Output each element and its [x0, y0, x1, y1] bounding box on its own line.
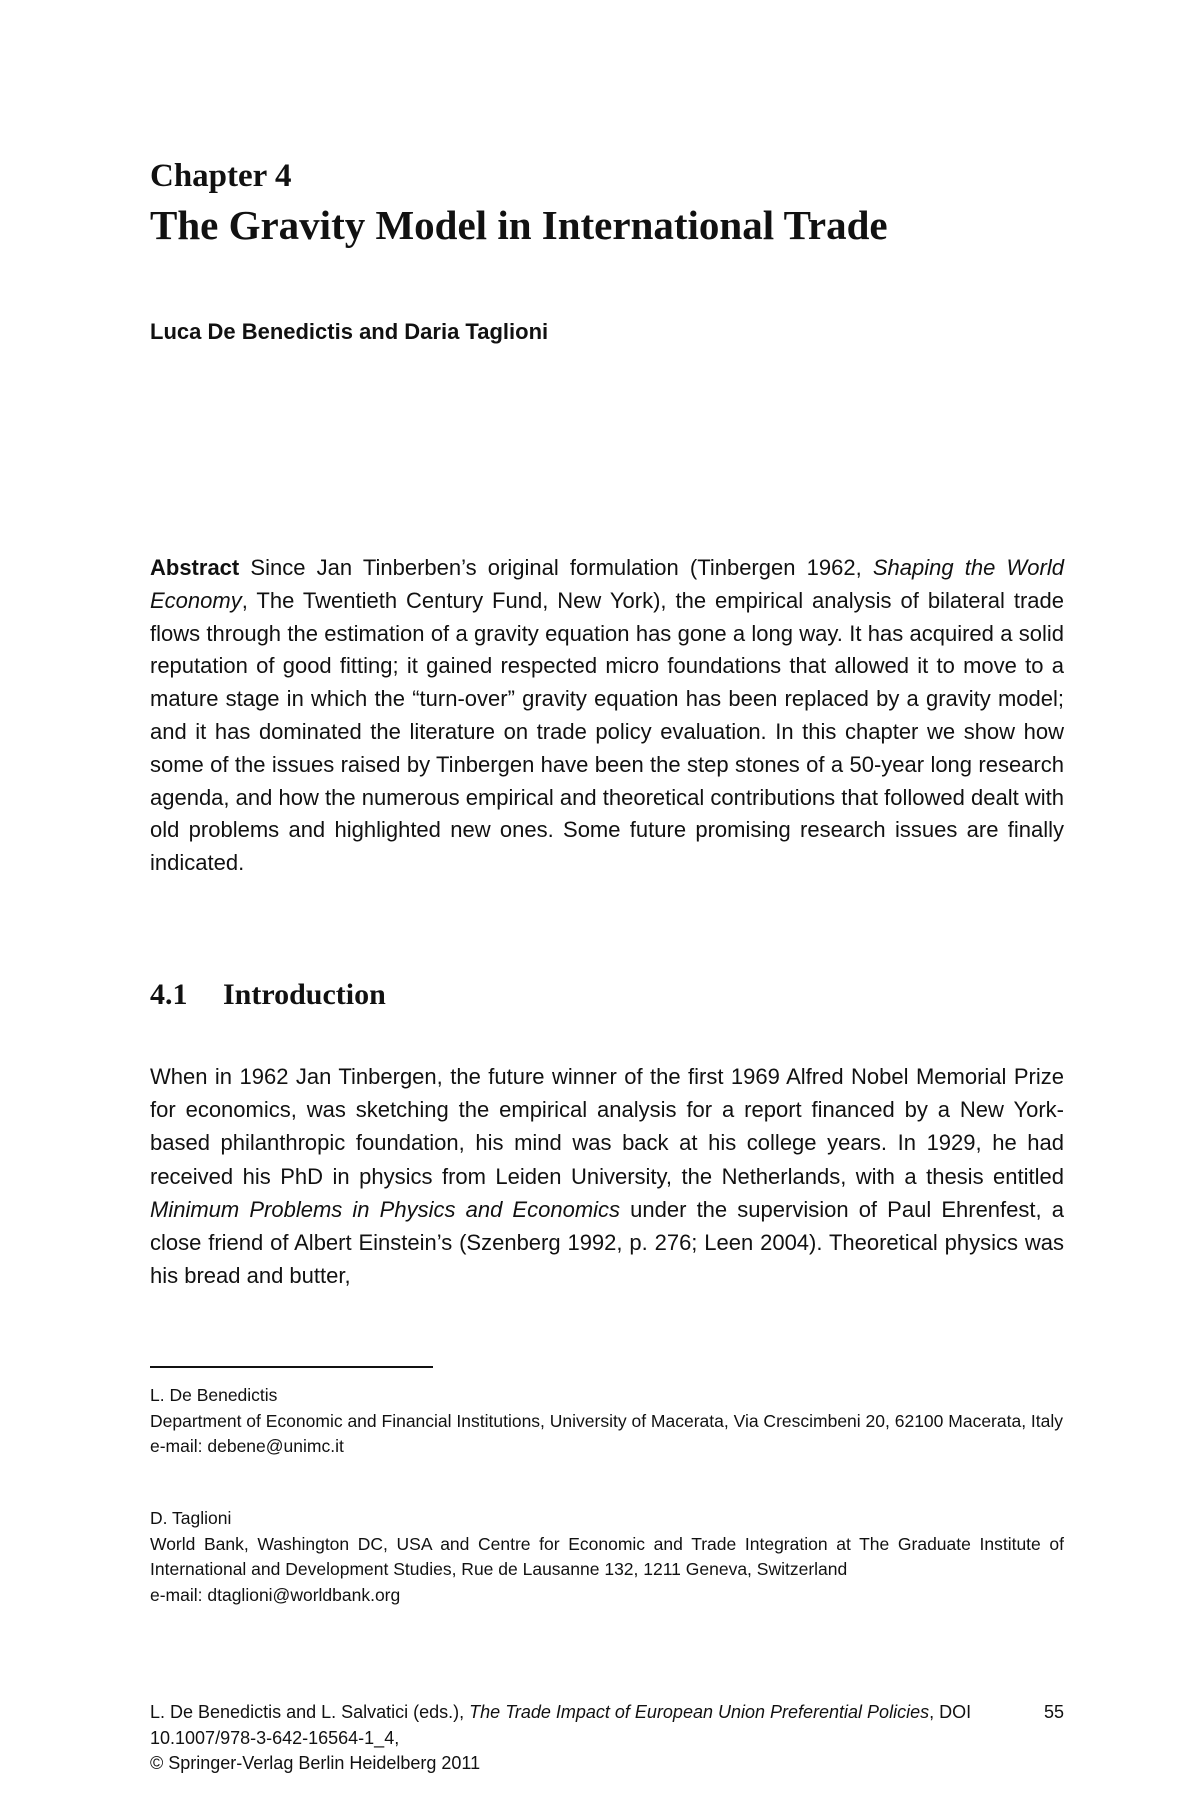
abstract	[150, 552, 1064, 880]
affiliation-address: World Bank, Washington DC, USA and Centre for Economic and Trade Integration at The Graduate Institute of International and Development Studies, Rue de Lausanne 132, 1211 Geneva, Switzerland	[150, 1533, 1064, 1579]
footnote-rule	[150, 1366, 433, 1368]
affiliation-email: e-mail: dtaglioni@worldbank.org	[150, 1584, 401, 1605]
abstract-text-1: Since Jan Tinberben’s original formulation (Tinbergen 1962,	[239, 555, 873, 580]
intro-paragraph	[150, 1060, 1064, 1292]
page-number: 55	[1043, 1702, 1064, 1722]
chapter-label: Chapter 4	[150, 158, 292, 194]
intro-text-2: under the supervision of Paul Ehrenfest, a close friend of Albert Einstein’s (Szenberg 1992, p. 276; Leen 2004). Theoretical physics was his bread and butter,	[150, 1196, 1064, 1289]
footer-editors: L. De Benedictis and L. Salvatici (eds.),	[150, 1702, 470, 1722]
abstract-book-title: Shaping the World Economy	[150, 555, 1064, 613]
affiliation-name: L. De Benedictis	[150, 1385, 278, 1405]
abstract-text-2: , The Twentieth Century Fund, New York), the empirical analysis of bilateral trade flows through the estimation of a gravity equation has gone a long way. It has acquired a solid reputation of good fitting; it gained respected micro foundations that allowed it to move to a mature stage in which the “turn-over” gravity equation has been replaced by a gravity model; and it has dominated the literature on trade policy evaluation. In this chapter we show how some of the issues raised by Tinbergen have been the step stones of a 50-year long research agenda, and how the numerous empirical and theoretical contributions that followed dealt with old problems and highlighted new ones. Some future promising research issues are finally indicated.	[150, 587, 1064, 876]
page-footer	[150, 1700, 1064, 1777]
authors: Luca De Benedictis and Daria Taglioni	[150, 319, 549, 344]
chapter-title: The Gravity Model in International Trade	[150, 202, 888, 248]
affiliation-email: e-mail: debene@unimc.it	[150, 1436, 344, 1456]
section-title: Introduction	[223, 978, 386, 1011]
footer-copyright: © Springer-Verlag Berlin Heidelberg 2011	[150, 1753, 481, 1773]
footer-doi: , DOI 10.1007/978-3-642-16564-1_4,	[150, 1702, 972, 1748]
section-number: 4.1	[150, 978, 188, 1011]
affiliation-2	[150, 1506, 1064, 1608]
section-heading	[150, 978, 386, 1012]
intro-text-1: When in 1962 Jan Tinbergen, the future winner of the first 1969 Alfred Nobel Memorial Prize for economics, was sketching the empirical analysis for a report financed by a New York-based philanthropic foundation, his mind was back at his college years. In 1929, he had received his PhD in physics from Leiden University, the Netherlands, with a thesis entitled	[150, 1064, 1064, 1189]
affiliation-name: D. Taglioni	[150, 1508, 232, 1528]
abstract-keyword: Abstract	[150, 555, 240, 580]
intro-thesis-title: Minimum Problems in Physics and Economics	[150, 1196, 621, 1222]
footer-citation	[150, 1700, 1064, 1751]
affiliation-1	[150, 1383, 1064, 1460]
affiliation-address: Department of Economic and Financial Institutions, University of Macerata, Via Crescimbeni 20, 62100 Macerata, Italy	[150, 1410, 1064, 1431]
footer-book-title: The Trade Impact of European Union Preferential Policies	[469, 1702, 930, 1722]
